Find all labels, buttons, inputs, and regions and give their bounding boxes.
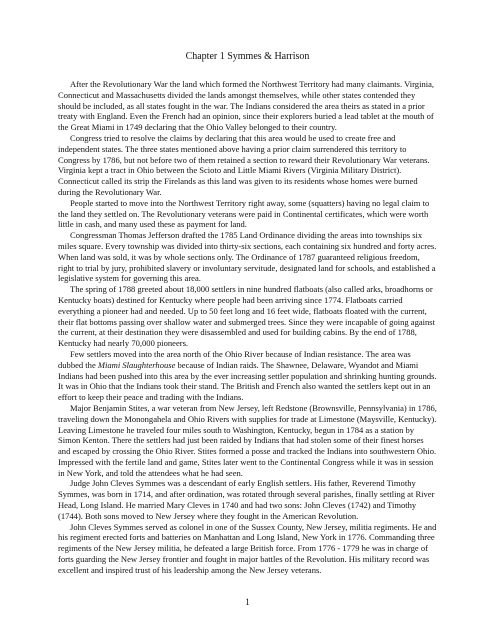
paragraph-text: After the Revolutionary War the land which formed the Northwest Territory had many claimants. Virginia, Connecticut and Massachusetts divided the lands amongst themselves, while other states contended they should be included, as all states fought in the war. The Indians considered the area theirs as stated in a prior treaty with England. Even the French had an opinion, since their explorers buried a lead tablet at the mouth of the Great Miami in 1749 declaring that the Ohio Valley belonged to their country. — [58, 79, 435, 133]
paragraph-text: Few settlers moved into the area north of the Ohio River because of Indian resistance. The area was dubbed the — [58, 348, 411, 370]
paragraph — [58, 478, 437, 521]
paragraph-text: John Cleves Symmes served as colonel in one of the Sussex County, New Jersey, militia regiments. He and his regiment erected forts and batteries on Manhattan and Long Island, New York in 1776. Commanding three regiments of the New Jersey militia, he defeated a large British force. From 1776 - 1779 he was in charge of forts guarding the New Jersey frontier and fought in major battles of the Revolution. His military record was excellent and inspired trust of his leadership among the New Jersey veterans. — [58, 521, 437, 575]
paragraph — [58, 133, 437, 198]
paragraph — [58, 284, 437, 349]
paragraph-text: Major Benjamin Stites, a war veteran from New Jersey, left Redstone (Brownsville, Pennsylvania) in 1786, traveling down the Monongahela and Ohio Rivers with supplies for trade at Limestone (Maysville, Kentucky). Leaving Limestone he traveled four miles south to Washington, Kentucky, begun in 1784 as a station by Simon Kenton. There the settlers had just been raided by Indians that had stolen some of their finest horses and escaped by crossing the Ohio River. Stites formed a posse and tracked the Indians into southwestern Ohio. Impressed with the fertile land and game, Stites later went to the Continental Congress while it was in session in New York, and told the attendees what he had seen. — [58, 402, 437, 478]
chapter-title: Chapter 1 Symmes & Harrison — [185, 51, 310, 62]
paragraph — [58, 198, 437, 230]
paragraph — [58, 230, 437, 284]
body-text — [58, 79, 437, 576]
paragraph-text: People started to move into the Northwest Territory right away, some (squatters) having no legal claim to the land they settled on. The Revolutionary veterans were paid in Continental certificates, which were worth little in cash, and many used these as payment for land. — [58, 197, 430, 230]
paragraph — [58, 349, 437, 403]
paragraph-text: because of Indian raids. The Shawnee, Delaware, Wyandot and Miami Indians had been pushed into this area by the ever increasing settler population and shrinking hunting grounds. It was in Ohio that the Indians took their stand. The British and French also wanted the settlers kept out in an effort to keep their peace and trading with the Indians. — [58, 359, 437, 403]
paragraph — [58, 79, 437, 133]
page-number: 1 — [245, 597, 250, 607]
italic-text: Miami Slaughterhouse — [97, 359, 176, 370]
paragraph-text: Congress tried to resolve the claims by declaring that this area would be used to create free and independent states. The three states mentioned above having a prior claim surrendered this territory to Congress by 1786, but not before two of them retained a section to reward their Revolutionary War veterans. Virginia kept a tract in Ohio between the Scioto and Little Miami Rivers (Virginia Military District). Connecticut called its strip the Firelands as this land was given to its residents whose homes were burned during the Revolutionary War. — [58, 132, 430, 197]
paragraph — [58, 403, 437, 479]
paragraph-text: Congressman Thomas Jefferson drafted the 1785 Land Ordinance dividing the areas into townships six miles square. Every township was divided into thirty-six sections, each containing six hundred and forty acres. When land was sold, it was by whole sections only. The Ordinance of 1787 guaranteed religious freedom, right to trial by jury, prohibited slavery or involuntary servitude, designated land for schools, and established a legislative system for governing this area. — [58, 230, 437, 284]
paragraph-text: The spring of 1788 greeted about 18,000 settlers in nine hundred flatboats (also called arks, broadhorns or Kentucky boats) destined for Kentucky where people had been arriving since 1774. Flatboats carried everything a pioneer had and needed. Up to 50 feet long and 16 feet wide, flatboats floated with the current, their flat bottoms passing over shallow water and submerged trees. Since they were incapable of going against the current, at their destination they were disassembled and used for building cabins. By the end of 1788, Kentucky had nearly 70,000 pioneers. — [58, 284, 435, 349]
paragraph-text: Judge John Cleves Symmes was a descendant of early English settlers. His father, Reverend Timothy Symmes, was born in 1714, and after ordination, was rotated through several parishes, finally settling at River Head, Long Island. He married Mary Cleves in 1740 and had two sons: John Cleves (1742) and Timothy (1744). Both sons moved to New Jersey where they fought in the American Revolution. — [58, 478, 435, 521]
paragraph — [58, 522, 437, 576]
